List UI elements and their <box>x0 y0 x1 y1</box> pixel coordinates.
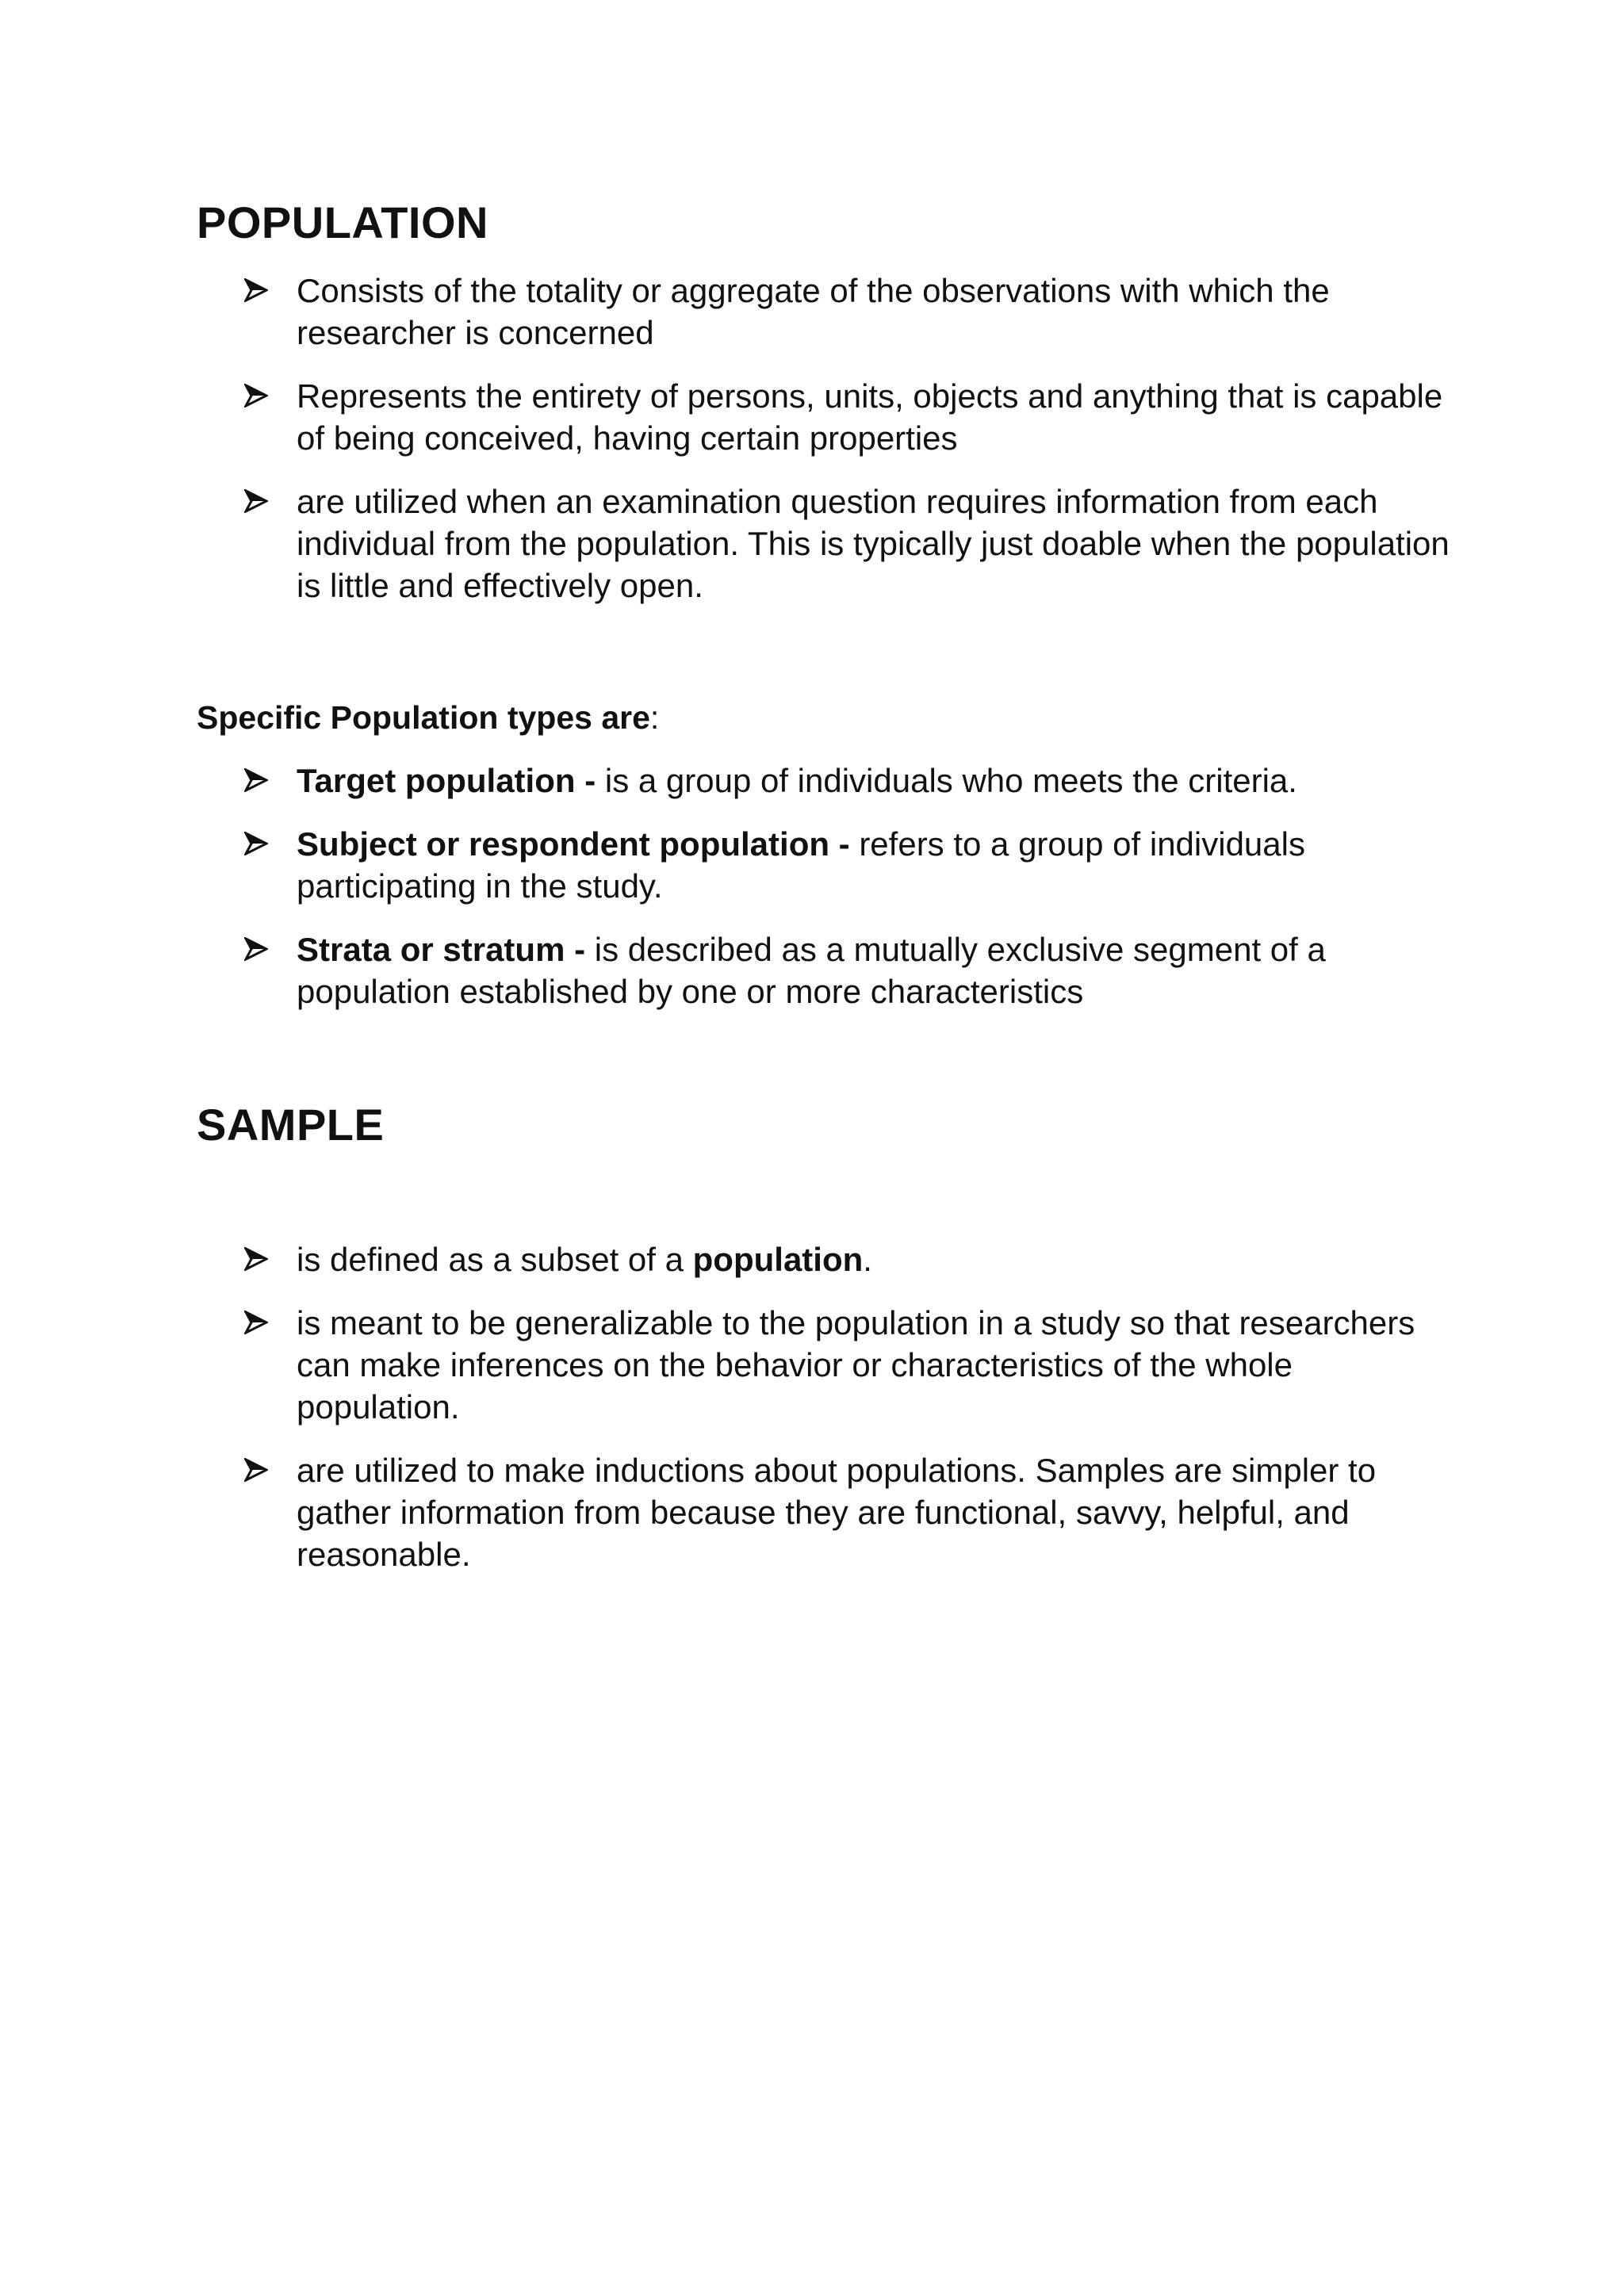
list-item-text <box>297 825 1305 905</box>
list-item-text: Represents the entirety of persons, units, objects and anything that is capable of being conceived, having certain properties <box>297 377 1443 457</box>
list-item-text: Consists of the totality or aggregate of the observations with which the researcher is concerned <box>297 272 1330 351</box>
list-item <box>244 375 1450 459</box>
arrowhead-bullet-icon <box>244 375 276 408</box>
text-bold: population <box>692 1241 864 1278</box>
population-types-heading-bold: Specific Population types are <box>197 699 650 736</box>
sample-heading: SAMPLE <box>197 1100 385 1150</box>
term-definition: is described as a mutually exclusive segment of a population established by one or more characteristics <box>297 931 1326 1010</box>
arrowhead-bullet-icon <box>244 1449 276 1482</box>
term-definition: refers to a group of individuals participating in the study. <box>297 825 1305 905</box>
list-item <box>244 1238 1450 1280</box>
list-item <box>244 480 1450 607</box>
arrowhead-bullet-icon <box>244 270 276 302</box>
list-item <box>244 760 1450 802</box>
term-label: Target population - <box>297 762 596 799</box>
population-list <box>244 270 1450 628</box>
population-types-heading-colon: : <box>649 699 660 736</box>
list-item <box>244 270 1450 354</box>
list-item <box>244 823 1450 907</box>
population-types-list <box>244 760 1450 1034</box>
term-definition: is a group of individuals who meets the criteria. <box>596 762 1297 799</box>
list-item-text <box>297 762 1297 799</box>
list-item <box>244 928 1450 1012</box>
term-label: Subject or respondent population - <box>297 825 850 863</box>
list-item-text <box>297 1241 872 1278</box>
list-item-text: are utilized when an examination question requires information from each individual from the population. This is typically just doable when the population is little and effectively open. <box>297 483 1450 604</box>
text-pre: is defined as a subset of a <box>297 1241 693 1278</box>
arrowhead-bullet-icon <box>244 823 276 855</box>
list-item-text: is meant to be generalizable to the population in a study so that researchers can make inferences on the behavior or characteristics of the whole population. <box>297 1304 1415 1425</box>
sample-list <box>244 1238 1450 1597</box>
arrowhead-bullet-icon <box>244 928 276 961</box>
arrowhead-bullet-icon <box>244 1238 276 1271</box>
list-item-text <box>297 931 1326 1010</box>
list-item <box>244 1449 1450 1575</box>
term-label: Strata or stratum - <box>297 931 586 968</box>
list-item <box>244 1302 1450 1428</box>
arrowhead-bullet-icon <box>244 480 276 513</box>
population-heading: POPULATION <box>197 197 488 247</box>
population-types-heading <box>197 699 659 737</box>
text-post: . <box>863 1241 872 1278</box>
list-item-text: are utilized to make inductions about populations. Samples are simpler to gather information from because they are functional, savvy, helpful, and reasonable. <box>297 1452 1377 1573</box>
arrowhead-bullet-icon <box>244 1302 276 1334</box>
arrowhead-bullet-icon <box>244 760 276 792</box>
